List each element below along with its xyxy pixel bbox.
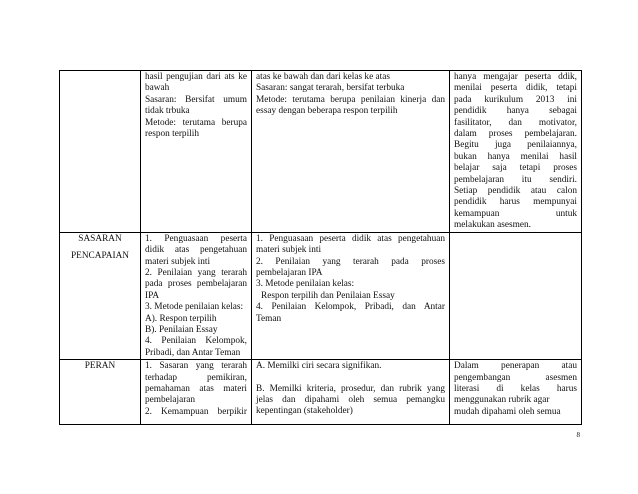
cell-col3 <box>450 71 582 233</box>
cell-line: Setiap pendidik atau calon <box>454 186 577 197</box>
cell-line: hanya mengajar peserta ddik, <box>454 72 577 82</box>
cell-line: jelas dan dipahami oleh semua pemangku <box>256 394 445 405</box>
cell-line: hasil pengujian dari ats ke <box>145 72 247 82</box>
cell-line: A). Respon terpilih <box>145 313 217 324</box>
cell-line: 1. Penguasaan peserta didik atas pengetahuan <box>256 233 445 244</box>
cell-line: 4. Penilaian Kelompok, Pribadi, dan Antar <box>256 302 445 313</box>
cell-line: pendidik hanya sebagai <box>454 106 577 117</box>
cell-line: mudah dipahami oleh semua <box>454 406 561 417</box>
cell-line: pengembangan asesmen <box>454 372 577 383</box>
row-label: PENCAPAIAN <box>70 251 130 262</box>
cell-line: pembelajaran IPA <box>256 267 323 278</box>
cell-col1 <box>141 360 252 425</box>
cell-line: B. Memilki kriteria, prosedur, dan rubrik yang <box>256 383 445 394</box>
cell-line: 1. Sasaran yang terarah <box>145 361 247 372</box>
cell-line: pendidik harus mempunyai <box>454 197 577 208</box>
cell-line: 4. Penilaian Kelompok, <box>145 336 247 347</box>
cell-line: Teman <box>256 313 282 324</box>
page-number: 8 <box>576 431 580 439</box>
cell-line: Dalam penerapan atau <box>454 361 577 372</box>
cell-line: fasilitator, dan motivator, <box>454 117 577 128</box>
cell-line: Metode: terutama berupa <box>145 117 247 128</box>
row-label-cell <box>60 360 141 425</box>
cell-line: B). Penilaian Essay <box>145 324 218 335</box>
cell-line: belajar saja tetapi proses <box>454 163 577 174</box>
cell-line: tidak trbuka <box>145 106 190 117</box>
cell-line: respon terpilih <box>145 129 199 140</box>
cell-line: melakukan asesmen. <box>454 220 531 231</box>
cell-line: atas ke bawah dan dari kelas ke atas <box>256 72 390 82</box>
cell-line: essay dengan beberapa respon terpilih <box>256 106 398 117</box>
cell-line: bawah <box>145 83 170 94</box>
cell-line: kepentingan (stakeholder) <box>256 406 353 417</box>
cell-line: kemampuan untuk <box>454 208 577 219</box>
cell-line: pembelajaran <box>145 395 196 406</box>
cell-line: A. Memilki ciri secara signifikan. <box>256 361 382 372</box>
cell-line: Sasaran: Bersifat umum <box>145 94 247 105</box>
cell-line: Begitu juga penilaiannya, <box>454 140 577 151</box>
cell-line: dalam proses pembelajaran. <box>454 129 577 140</box>
cell-col1 <box>141 71 252 233</box>
row-label-cell <box>60 232 141 359</box>
cell-line: menggunakan rubrik agar <box>454 395 550 406</box>
cell-line: menilai peserta didik, tetapi <box>454 83 577 94</box>
comparison-table <box>59 70 582 425</box>
cell-line-spacer <box>256 373 445 384</box>
row-label: PERAN <box>84 361 116 372</box>
cell-col2 <box>252 71 450 233</box>
row-label: SASARAN <box>78 233 122 244</box>
cell-line: materi subjek inti <box>145 256 211 267</box>
cell-line: pada proses pembelajaran <box>145 279 247 290</box>
cell-line: IPA <box>145 290 160 301</box>
cell-line: pembelajaran itu sendiri. <box>454 174 577 185</box>
cell-line: Sasaran: sangat terarah, bersifat terbuka <box>256 83 405 94</box>
cell-line: pada kurikulum 2013 ini <box>454 94 577 105</box>
cell-line: 3. Metode penilaian kelas: <box>145 302 244 313</box>
cell-line: 2. Kemampuan berpikir <box>145 406 247 417</box>
table-row <box>60 232 582 359</box>
cell-line: didik atas pengetahuan <box>145 245 247 256</box>
cell-line: materi subjek inti <box>256 245 322 256</box>
row-label-cell <box>60 71 141 233</box>
table-row <box>60 360 582 425</box>
cell-col3 <box>450 360 582 425</box>
cell-line: pemahaman atas materi <box>145 383 247 394</box>
cell-col1 <box>141 232 252 359</box>
cell-line: 2. Penilaian yang terarah pada proses <box>256 256 445 267</box>
cell-col3 <box>450 232 582 359</box>
cell-line: Pribadi, dan Antar Teman <box>145 347 241 358</box>
cell-line: Metode: terutama berupa penilaian kinerja dan <box>256 94 445 105</box>
table-row <box>60 71 582 233</box>
cell-col2 <box>252 360 450 425</box>
cell-line: 1. Penguasaan peserta <box>145 233 247 244</box>
cell-line: terhadap pemikiran, <box>145 372 247 383</box>
cell-line: 3. Metode penilaian kelas: <box>256 279 355 290</box>
cell-line: literasi di kelas harus <box>454 383 577 394</box>
cell-col2 <box>252 232 450 359</box>
cell-line: 2. Penilaian yang terarah <box>145 267 247 278</box>
cell-line: Respon terpilih dan Penilaian Essay <box>261 290 395 301</box>
cell-line: bukan hanya menilai hasil <box>454 151 577 162</box>
